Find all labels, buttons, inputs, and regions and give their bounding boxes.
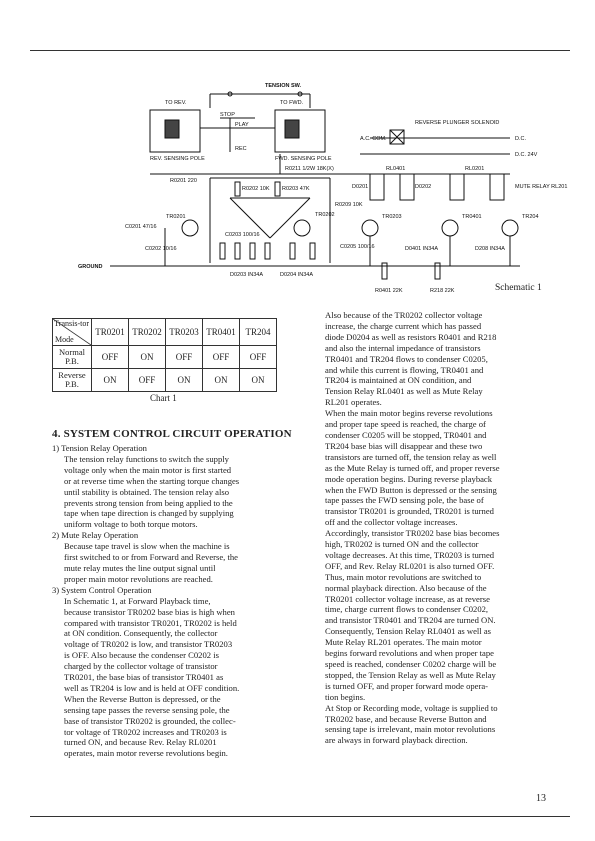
chart1-row (53, 369, 277, 392)
svg-text:D0201: D0201 (352, 184, 369, 190)
text-line: until stability is obtained. The tension relay also (64, 486, 230, 497)
chart1-cell: ON (203, 369, 240, 392)
text-line: condenser C0205 will be stopped, TR0401 and (325, 429, 487, 440)
text-line: first switched to or from Forward and Reverse, the (64, 552, 238, 563)
text-line: The tension relay functions to switch the supply (64, 453, 229, 464)
text-line: When the main motor begins reverse revolutions (325, 408, 493, 419)
text-line: are always in forward playback direction. (325, 735, 468, 746)
svg-text:R0209 10K: R0209 10K (335, 202, 363, 208)
svg-text:TR0202: TR0202 (315, 212, 335, 218)
svg-text:D.C.: D.C. (515, 136, 526, 142)
chart1-col-header: TR0201 (92, 319, 129, 346)
svg-text:TENSION SW.: TENSION SW. (265, 83, 302, 89)
svg-text:TR0401: TR0401 (462, 214, 482, 220)
chart1-cell: ON (166, 369, 203, 392)
text-line: turned ON, and because Rev. Relay RL0201 (64, 737, 217, 748)
right-column (325, 310, 530, 746)
text-line: Mute Relay RL201 operates. The main motor (325, 637, 482, 648)
text-line: and proper tape speed is reached, the charge of (325, 419, 486, 430)
chart1-header-row (53, 319, 277, 346)
svg-text:PLAY: PLAY (235, 122, 249, 128)
svg-text:C0202 10/16: C0202 10/16 (145, 246, 177, 252)
text-line: mode operation begins. During reverse playback (325, 473, 493, 484)
corner-bottom-label: Mode (55, 335, 74, 344)
text-line: Also because of the TR0202 collector voltage (325, 310, 483, 320)
svg-text:STOP: STOP (220, 112, 235, 118)
bottom-rule (30, 816, 570, 817)
text-line: tion begins. (325, 691, 366, 702)
chart1-row (53, 346, 277, 369)
text-line: RL201 operates. (325, 397, 382, 408)
svg-text:TR0201: TR0201 (166, 214, 186, 220)
chart1-cell: ON (92, 369, 129, 392)
schematic-diagram (70, 78, 580, 300)
chart1-corner-cell (53, 319, 92, 346)
text-line: TR0202 base, and because Reverse Button and (325, 713, 487, 724)
text-line: is OFF. Also because the condenser C0202 is (64, 650, 219, 661)
left-column (52, 443, 310, 759)
text-line: sensing tape passes the reverse sensing pole, the (64, 704, 230, 715)
section-title: 4. SYSTEM CONTROL CIRCUIT OPERATION (52, 428, 292, 440)
svg-text:TO REV.: TO REV. (165, 100, 187, 106)
text-line: In Schematic 1, at Forward Playback time, (64, 595, 211, 606)
svg-text:R0202 10K: R0202 10K (242, 186, 270, 192)
svg-text:RL0401: RL0401 (386, 166, 406, 172)
chart1-cell: ON (240, 369, 277, 392)
text-line: time, charge current flows to condenser C0202, (325, 604, 489, 615)
text-line: tape passes the FWD sensing pole, the base of (325, 495, 484, 506)
chart1-cell: OFF (92, 346, 129, 369)
svg-text:D0401 IN34A: D0401 IN34A (405, 246, 439, 252)
text-line: uniform voltage to both torque motors. (64, 519, 198, 530)
text-line: base of transistor TR0202 is grounded, the collec- (64, 715, 236, 726)
chart1-col-header: TR204 (240, 319, 277, 346)
svg-text:D0204 IN34A: D0204 IN34A (280, 272, 314, 278)
chart1-col-header: TR0202 (129, 319, 166, 346)
text-line: transistor TR0201 is grounded, TR0201 is turned (325, 506, 494, 517)
subsection-3-title: 3) System Control Operation (52, 584, 152, 595)
chart1-cell: OFF (203, 346, 240, 369)
svg-text:D0202: D0202 (415, 184, 432, 190)
text-line: tape when tape direction is changed by supplying (64, 508, 234, 519)
text-line: increase, the charge current which has passed (325, 320, 482, 331)
text-line: is turned OFF, and proper forward mode opera- (325, 680, 489, 691)
text-line: charged by the collector voltage of transistor (64, 661, 218, 672)
svg-text:C0205 100/16: C0205 100/16 (340, 244, 375, 250)
corner-top-label: Transis-tor (54, 319, 89, 328)
text-line: voltage decreases. At this time, TR0203 is turned (325, 549, 495, 560)
text-line: stopped, the Tension Relay as well as Mute Relay (325, 669, 496, 680)
text-line: when the FWD Button is depressed or the sensing (325, 484, 497, 495)
svg-text:TR0203: TR0203 (382, 214, 402, 220)
text-line: at ON condition. Consequently, the collector (64, 628, 218, 639)
chart1-col-header: TR0203 (166, 319, 203, 346)
svg-text:TR204: TR204 (522, 214, 539, 220)
text-line: begins forward revolutions and when proper tape (325, 648, 494, 659)
schematic-caption: Schematic 1 (495, 283, 542, 293)
text-line: compared with transistor TR0201, TR0202 is held (64, 617, 237, 628)
text-line: and also the internal impedance of transistors (325, 342, 481, 353)
text-line: diode D0204 as well as resistors R0401 and R218 (325, 331, 497, 342)
svg-text:R0401 22K: R0401 22K (375, 288, 403, 294)
svg-text:C0203 100/16: C0203 100/16 (225, 232, 260, 238)
text-line: as the Mute Relay is turned off, and proper reverse (325, 462, 500, 473)
chart1-table (52, 318, 277, 392)
text-line: Because tape travel is slow when the machine is (64, 541, 230, 552)
subsection-2-body (52, 541, 310, 585)
text-line: sensing tape is irrelevant, main motor revolutions (325, 724, 496, 735)
text-line: tor voltage of TR0202 increases and TR0203 is (64, 726, 227, 737)
chart1-col-header: TR0401 (203, 319, 240, 346)
svg-text:RL0201: RL0201 (465, 166, 485, 172)
text-line: because transistor TR0202 base bias is high when (64, 606, 235, 617)
chart1-caption: Chart 1 (150, 393, 177, 403)
right-column-body (325, 310, 530, 746)
text-line: normal playback direction. Also because of the (325, 582, 487, 593)
text-line: Consequently, Tension Relay RL0401 as well as (325, 626, 491, 637)
text-line: TR204 is maintained at ON condition, and (325, 375, 472, 386)
text-line: mute relay mutes the line output signal until (64, 562, 216, 573)
svg-text:R218 22K: R218 22K (430, 288, 455, 294)
text-line: Thus, main motor revolutions are switched to (325, 571, 482, 582)
text-line: and while this current is flowing, TR0401 and (325, 364, 484, 375)
text-line: TR0201, the base bias of transistor TR0401 as (64, 672, 224, 683)
text-line: TR0401 and TR204 flows to condenser C0205, (325, 353, 488, 364)
top-rule (30, 50, 570, 51)
text-line: TR0201 collector voltage increase, as at reverse (325, 593, 490, 604)
svg-text:R0203 47K: R0203 47K (282, 186, 310, 192)
chart1-cell: OFF (129, 369, 166, 392)
chart1-cell: OFF (166, 346, 203, 369)
text-line: well as TR204 is low and is held at OFF condition. (64, 682, 240, 693)
subsection-2-title: 2) Mute Relay Operation (52, 530, 139, 541)
chart1-cell: OFF (240, 346, 277, 369)
text-line: transistors are turned off, the tension relay as well (325, 451, 497, 462)
svg-text:R0201 220: R0201 220 (170, 178, 197, 184)
chart1-mode-cell: Reverse P.B. (53, 369, 92, 392)
text-line: speed is reached, condenser C0202 charge will be (325, 659, 497, 669)
text-line: operates, main motor reverse revolutions begin. (64, 748, 228, 759)
text-line: off and the collector voltage increases. (325, 517, 458, 528)
text-line: At Stop or Recording mode, voltage is supplied to (325, 702, 498, 713)
text-line: When the Reverse Button is depressed, or the (64, 693, 221, 704)
svg-text:GROUND: GROUND (78, 264, 103, 270)
svg-text:REC: REC (235, 146, 247, 152)
text-line: prevents strong tension from being applied to the (64, 497, 233, 508)
svg-text:REVERSE PLUNGER SOLENOID: REVERSE PLUNGER SOLENOID (415, 120, 500, 126)
svg-text:REV. SENSING POLE: REV. SENSING POLE (150, 156, 205, 162)
svg-text:A.C. COM.: A.C. COM. (360, 136, 387, 142)
text-line: proper main motor revolutions are reached. (64, 573, 213, 584)
page-number: 13 (536, 793, 546, 804)
text-line: Accordingly, transistor TR0202 base bias becomes (325, 528, 500, 539)
subsection-1-title: 1) Tension Relay Operation (52, 443, 147, 453)
svg-text:MUTE RELAY RL201: MUTE RELAY RL201 (515, 184, 568, 190)
text-line: TR204 base bias will disappear and these two (325, 440, 483, 451)
text-line: or at reverse time when the starting torque changes (64, 475, 240, 486)
text-line: Tension Relay RL0401 as well as Mute Relay (325, 386, 483, 397)
text-line: voltage of TR0202 is low, and transistor TR0203 (64, 639, 233, 650)
text-line: voltage only when the main motor is first started (64, 464, 232, 475)
svg-text:FWD. SENSING POLE: FWD. SENSING POLE (275, 156, 332, 162)
svg-text:C0201 47/16: C0201 47/16 (125, 224, 157, 230)
text-line: and transistor TR0401 and TR204 are turned ON. (325, 615, 496, 626)
svg-text:D208 IN34A: D208 IN34A (475, 246, 505, 252)
text-line: high, TR0202 is turned ON and the collector (325, 539, 479, 550)
subsection-3-body (52, 596, 310, 760)
svg-text:D.C. 24V: D.C. 24V (515, 152, 538, 158)
svg-text:D0203 IN34A: D0203 IN34A (230, 272, 264, 278)
chart1-mode-cell: Normal P.B. (53, 346, 92, 369)
subsection-1-body (52, 454, 310, 530)
text-line: OFF, and Rev. Relay RL0201 is also turned OFF. (325, 560, 495, 571)
chart1-cell: ON (129, 346, 166, 369)
svg-text:R0211 1/2W 18K(X): R0211 1/2W 18K(X) (285, 166, 334, 172)
svg-text:TO FWD.: TO FWD. (280, 100, 304, 106)
